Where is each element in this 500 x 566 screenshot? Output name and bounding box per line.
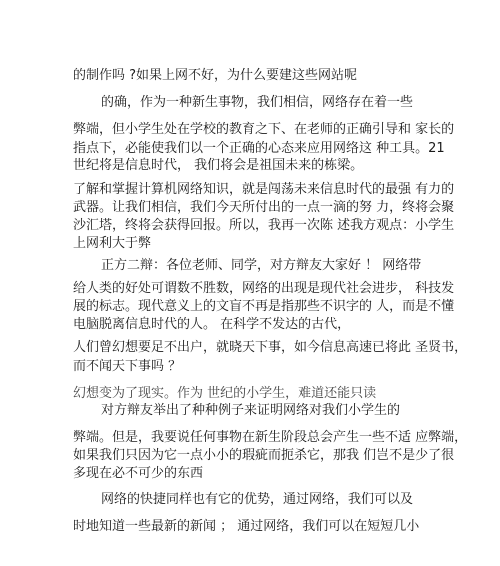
text-line: 人们曾幻想要足不出户，就晓天下事，如今信息高速已将此 圣贤书， bbox=[73, 340, 468, 355]
text-line: 电脑脱离信息时代的人。 在科学不发达的古代， bbox=[73, 317, 351, 332]
text-line: 时地知道一些最新的新闻 ； 通过网络，我们可以在短短几小 bbox=[73, 519, 420, 534]
text-line: 弊端，但小学生处在学校的教育之下、在老师的正确引导和 家长的 bbox=[73, 122, 455, 137]
text-line: 的制作吗 ?如果上网不好，为什么要建这些网站呢 bbox=[73, 68, 358, 83]
text-line: 上网利大于弊 bbox=[73, 236, 152, 251]
text-line: 正方二辩：各位老师、同学，对方辩友大家好 ！ 网络带 bbox=[101, 258, 422, 273]
text-line: 指点下，必能使我们以一个正确的心态来应用网络这 种工具。21 bbox=[73, 141, 445, 156]
text-line: 弊端。但是，我要说任何事物在新生阶段总会产生一些不适 应弊端， bbox=[73, 430, 468, 445]
text-line: 网络的快捷同样也有它的优势，通过网络，我们可以及 bbox=[101, 492, 414, 507]
text-line: 多现在必不可少的东西 bbox=[73, 466, 204, 481]
text-line: 给人类的好处可谓数不胜数，网络的出现是现代社会进步， 科技发 bbox=[73, 281, 455, 296]
text-line: 如果我们只因为它一点小小的瑕疵而扼杀它，那我 们岂不是少了很 bbox=[73, 448, 455, 463]
text-line: 幻想变为了现实。作为 世纪的小学生，难道还能只读 bbox=[73, 386, 377, 401]
text-line: 而不闻天下事吗 ？ bbox=[73, 359, 182, 374]
text-line: 沙汇塔，终将会获得回报。所以，我再一次陈 述我方观点：小学生 bbox=[73, 218, 455, 233]
text-line: 对方辩友举出了种种例子来证明网络对我们小学生的 bbox=[101, 403, 401, 418]
text-line: 世纪将是信息时代， 我们将会是祖国未来的栋梁。 bbox=[73, 158, 364, 173]
text-line: 了解和掌握计算机网络知识，就是闯荡未来信息时代的最强 有力的 bbox=[73, 182, 455, 197]
text-line: 展的标志。现代意义上的文盲不再是指那些不识字的 人，而是不懂 bbox=[73, 299, 455, 314]
text-line: 的确，作为一种新生事物，我们相信，网络存在着一些 bbox=[101, 95, 414, 110]
text-line: 武器。让我们相信，我们今天所付出的一点一滴的努 力，终将会聚 bbox=[73, 200, 455, 215]
